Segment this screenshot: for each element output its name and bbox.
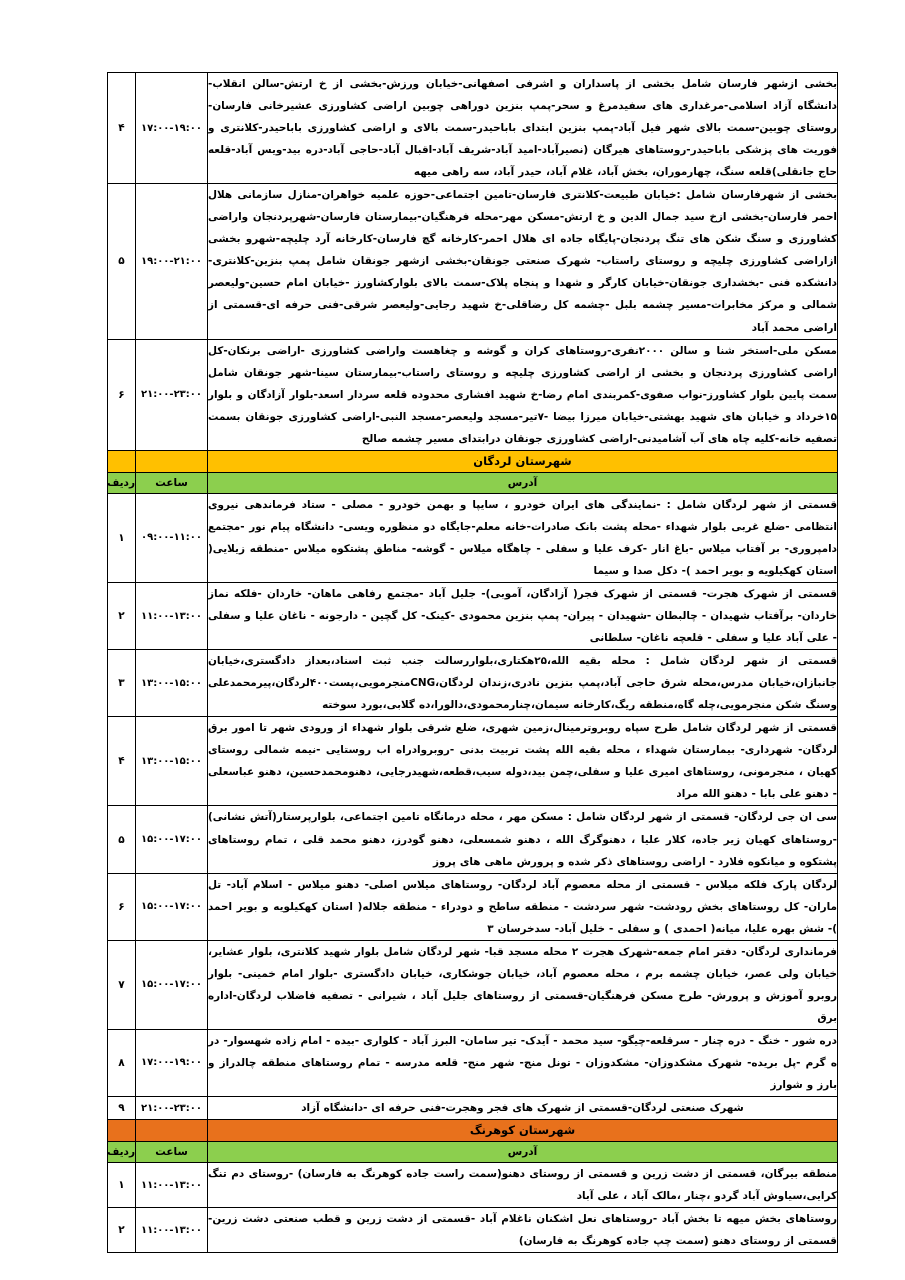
table-row xyxy=(108,873,838,940)
table-row xyxy=(108,1097,838,1120)
address-cell: سی ان جی لردگان- قسمتی از شهر لردگان شامل : مسکن مهر ، محله درمانگاه تامین اجتماعی، بلوارپرستار(آتش نشانی) -روستاهای کهیان زیر جاده، کلار علیا ، دهنوگرگ الله ، دهنو شمسعلی، دهنو گودرز، دهنو محمد قلی ، تمام روستاهای پشتکوه و میانکوه فلارد - اراضی روستاهای ذکر شده و پرورش ماهی های پروز xyxy=(208,806,838,873)
column-header-row-no: ردیف xyxy=(108,1142,136,1163)
section-banner-row-lordegan xyxy=(108,450,838,472)
row-number-cell: ۳ xyxy=(108,650,136,717)
schedule-table-wrapper xyxy=(108,72,838,1253)
section-banner-pad-no xyxy=(108,450,136,472)
table-row xyxy=(108,1208,838,1253)
row-number-cell: ۲ xyxy=(108,582,136,649)
address-cell: روستاهای بخش میهه تا بخش آباد -روستاهای نعل اشکنان ناغلام آباد -قسمتی از دشت زرین و قطب صنعتی دشت زرین-قسمتی از روستای دهنو (سمت چپ جاده کوهرنگ به فارسان) xyxy=(208,1208,838,1253)
time-cell: ۱۱:۰۰-۱۳:۰۰ xyxy=(136,1208,208,1253)
outage-schedule-table xyxy=(107,72,838,1253)
time-cell: ۱۵:۰۰-۱۷:۰۰ xyxy=(136,806,208,873)
table-row xyxy=(108,717,838,806)
table-row xyxy=(108,1029,838,1096)
table-row xyxy=(108,650,838,717)
table-row xyxy=(108,806,838,873)
time-cell: ۱۵:۰۰-۱۷:۰۰ xyxy=(136,940,208,1029)
schedule-table-body xyxy=(108,73,838,1253)
time-cell: ۱۵:۰۰-۱۷:۰۰ xyxy=(136,873,208,940)
section-title-kouhrang: شهرستان کوهرنگ xyxy=(208,1120,838,1142)
row-number-cell: ۷ xyxy=(108,940,136,1029)
row-number-cell: ۶ xyxy=(108,339,136,450)
table-row xyxy=(108,73,838,184)
address-cell: قسمتی از شهرک هجرت- قسمتی از شهرک فجر( آزادگان، آموبی)- جلیل آباد -مجتمع رفاهی ماهان- خاردان -فلکه نماز خاردان- برآفتاب شهیدان - چالبطان -شهیدان - پیران- پمپ بنزین محمودی -کینک- کل گچین - دارجونه - ناغان علیا و سفلی - علی آباد علیا و سفلی - قلعچه ناغان- سلطانی xyxy=(208,582,838,649)
time-cell: ۱۹:۰۰-۲۱:۰۰ xyxy=(136,184,208,339)
column-header-time: ساعت xyxy=(136,472,208,493)
time-cell: ۱۱:۰۰-۱۳:۰۰ xyxy=(136,582,208,649)
address-cell: شهرک صنعتی لردگان-قسمتی از شهرک های فجر وهجرت-فنی حرفه ای -دانشگاه آزاد xyxy=(208,1097,838,1120)
address-cell: قسمتی از شهر لردگان شامل : محله بقیه الله،۲۵هکتاری،بلواررسالت جنب ثبت اسناد،بعداز دادگستری،خیابان جانبازان،خیابان مدرس،محله شرق حاجی آباد،پمپ بنزین نادری،زندان لردگان،CNGمنجرمویی،پست۴۰۰لردگان،پیرمحمدعلی وسنگ شکن منجرمویی،چله گاه،منطقه ریگ،کارخانه سیمان،چنارمحمودی،دالورا،ده گلابی،بورد سوخته xyxy=(208,650,838,717)
table-row xyxy=(108,184,838,339)
table-row xyxy=(108,1163,838,1208)
address-cell: مسکن ملی-استخر شنا و سالن ۲۰۰۰نفری-روستاهای کران و گوشه و چغاهست واراضی کشاورزی -اراضی برنکان-کل اراضی کشاورزی پردنجان و بخشی از اراضی کشاورزی چلیچه و روستای راستاب-بیمارستان سینا-شهر جونقان شامل سمت پایین بلوار کشاورز-نواب صفوی-کمربندی امام رضا-خ شهید افشاری محدوده قلعه سردار اسعد-بلوار آزادگان و بلوار ۱۵خرداد و خیابان های شهید بهشتی-خیابان میرزا بیضا -۷تیر-مسجد ولیعصر-مسجد النبی-اراضی کشاورزی جونقان بسمت تصفیه خانه-کلیه چاه های آب آشامیدنی-اراضی کشاورزی جونقان درابتدای مسیر چشمه صالح xyxy=(208,339,838,450)
column-header-row-lordegan xyxy=(108,472,838,493)
row-number-cell: ۸ xyxy=(108,1029,136,1096)
time-cell: ۲۱:۰۰-۲۳:۰۰ xyxy=(136,339,208,450)
row-number-cell: ۴ xyxy=(108,717,136,806)
table-row xyxy=(108,940,838,1029)
address-cell: قسمتی از شهر لردگان شامل طرح سپاه روبروترمینال،زمین شهری، ضلع شرقی بلوار شهداء از ورودی شهر تا امور برق لردگان- شهرداری- بیمارستان شهداء ، محله بقیه الله پشت تربیت بدنی -روبروادراه اب روستایی -نیمه شمالی روستای کهیان ، منجرمونی، روستاهای امیری علیا و سفلی،چمن بید،دوله سیب،قطعه،شهیدرجایی، دهنومحمدحسین، دهنو عباسعلی - دهنو علی بابا - دهنو الله مراد xyxy=(208,717,838,806)
time-cell: ۱۷:۰۰-۱۹:۰۰ xyxy=(136,73,208,184)
address-cell: فرمانداری لردگان- دفتر امام جمعه-شهرک هجرت ۲ محله مسجد قبا- شهر لردگان شامل بلوار شهید کلانتری، بلوار عشایر، خیابان ولی عصر، خیابان چشمه برم ، محله معصوم آباد، خیابان جوشکاری، خیابان دادگستری -بلوار امام خمینی- بلوار روبرو آموزش و پرورش- طرح مسکن فرهنگیان-قسمتی از روستاهای جلیل آباد ، شیرانی - تصفیه فاضلاب لردگان-اداره برق xyxy=(208,940,838,1029)
address-cell: منطقه بیرگان، قسمتی از دشت زرین و قسمتی از روستای دهنو(سمت راست جاده کوهرنگ به فارسان) -روستای دم تنگ کرایی،سیاوش آباد گردو ،چنار ،مالک آباد ، علی آباد xyxy=(208,1163,838,1208)
address-cell: بخشی از شهرفارسان شامل :خیابان طبیعت-کلانتری فارسان-تامین اجتماعی-حوزه علمیه خواهران-منازل سازمانی هلال احمر فارسان-بخشی ازخ سید جمال الدین و خ ارتش-مسکن مهر-محله فرهنگیان-بیمارستان فارسان-شهرپردنجان واراضی کشاورزی و سنگ شکن های تنگ پردنجان-پایگاه جاده ای هلال احمر-کارخانه گچ فارسان-کارخانه آرد چلیچه-شهرو بخشی ازاراضی کشاورزی چلیچه و روستای راستاب- شهرک صنعتی جونقان-بخشی ازشهر جونقان شامل پمپ بنزین-کلانتری-دانشکده فنی -بخشداری جونقان-خیابان کارگر و شهدا و پنجاه پلاک-سمت بالای بلوارکشاورز -خیابان امام حسین-ولیعصر شمالی و مرکز مخابرات-مسیر چشمه بلبل -چشمه کل رضاقلی-خ شهید رجایی-ولیعصر شرقی-فنی حرفه ای-قسمتی از اراضی محمد آباد xyxy=(208,184,838,339)
table-row xyxy=(108,582,838,649)
time-cell: ۱۳:۰۰-۱۵:۰۰ xyxy=(136,717,208,806)
row-number-cell: ۶ xyxy=(108,873,136,940)
section-title-lordegan: شهرستان لردگان xyxy=(208,450,838,472)
section-banner-pad-no xyxy=(108,1120,136,1142)
address-cell: بخشی ازشهر فارسان شامل بخشی از پاسداران و اشرفی اصفهانی-خیابان ورزش-بخشی از خ ارتش-سالن انقلاب-دانشگاه آزاد اسلامی-مرغداری های سفیدمرغ و سحر-پمپ بنزین دوراهی چوبین اراضی کشاورزی عشیرخانی فارسان-روستای چوبین-سمت بالای شهر فیل آباد-پمپ بنزین ابتدای باباحیدر-سمت بالای و اراضی کشاورزی باباحیدر-کلانتری و فوریت های پزشکی باباحیدر-روستاهای هیرگان (نصیرآباد-امید آباد-شریف آباد-اقبال آباد-حاجی آباد-دره بید-ویس آباد-قلعه حاج جانقلی)قلعه سنگ، چهارموران، بخش آباد، غلام آباد، حیدر آباد، سه راهی میهه xyxy=(208,73,838,184)
table-row xyxy=(108,339,838,450)
time-cell: ۱۱:۰۰-۱۳:۰۰ xyxy=(136,1163,208,1208)
column-header-row-no: ردیف xyxy=(108,472,136,493)
row-number-cell: ۵ xyxy=(108,184,136,339)
row-number-cell: ۵ xyxy=(108,806,136,873)
row-number-cell: ۱ xyxy=(108,1163,136,1208)
time-cell: ۰۹:۰۰-۱۱:۰۰ xyxy=(136,493,208,582)
row-number-cell: ۹ xyxy=(108,1097,136,1120)
row-number-cell: ۲ xyxy=(108,1208,136,1253)
section-banner-pad-time xyxy=(136,1120,208,1142)
address-cell: لردگان پارک فلکه میلاس - قسمتی از محله معصوم آباد لردگان- روستاهای میلاس اصلی- دهنو میلاس - اسلام آباد- تل ماران- کل روستاهای بخش رودشت- شهر سردشت - منطقه ساطح و دودراء - منطقه جلاله( استان کهکیلویه و بویر احمد )- شش بهره علیا، میانه( احمدی ) و سفلی - خلیل آباد- سدخرسان ۳ xyxy=(208,873,838,940)
address-cell: قسمتی از شهر لردگان شامل : -نمایندگی های ایران خودرو ، سایپا و بهمن خودرو - مصلی - ستاد فرماندهی نیروی انتظامی -ضلع غربی بلوار شهداء -محله پشت بانک صادرات-خانه معلم-جایگاه دو منظوره ویسی- دانشگاه پیام نور -مجتمع دامپروری- بر آفتاب میلاس -باغ انار -کرف علیا و سفلی - چاهگاه میلاس - گوشه- مناطق پشتکوه میلاس -منطقه زیلایی( استان کهکیلویه و بویر احمد )- دکل صدا و سیما xyxy=(208,493,838,582)
address-cell: دره شور - خنگ - دره چنار - سرقلعه-چیگو- سید محمد - آیدک- تیر سامان- البرز آباد - کلواری -بیده - امام زاده شهسوار- در ه گرم -پل بریده- شهرک مشکدوزان- مشکدوزان - تونل منج- شهر منج- قلعه مدرسه - تمام روستاهای منطقه چالدراز و بارز و شوارز xyxy=(208,1029,838,1096)
section-banner-row-kouhrang xyxy=(108,1120,838,1142)
row-number-cell: ۱ xyxy=(108,493,136,582)
table-row xyxy=(108,493,838,582)
column-header-row-kouhrang xyxy=(108,1142,838,1163)
column-header-time: ساعت xyxy=(136,1142,208,1163)
column-header-address: آدرس xyxy=(208,472,838,493)
column-header-address: آدرس xyxy=(208,1142,838,1163)
time-cell: ۲۱:۰۰-۲۳:۰۰ xyxy=(136,1097,208,1120)
row-number-cell: ۴ xyxy=(108,73,136,184)
time-cell: ۱۷:۰۰-۱۹:۰۰ xyxy=(136,1029,208,1096)
section-banner-pad-time xyxy=(136,450,208,472)
time-cell: ۱۳:۰۰-۱۵:۰۰ xyxy=(136,650,208,717)
